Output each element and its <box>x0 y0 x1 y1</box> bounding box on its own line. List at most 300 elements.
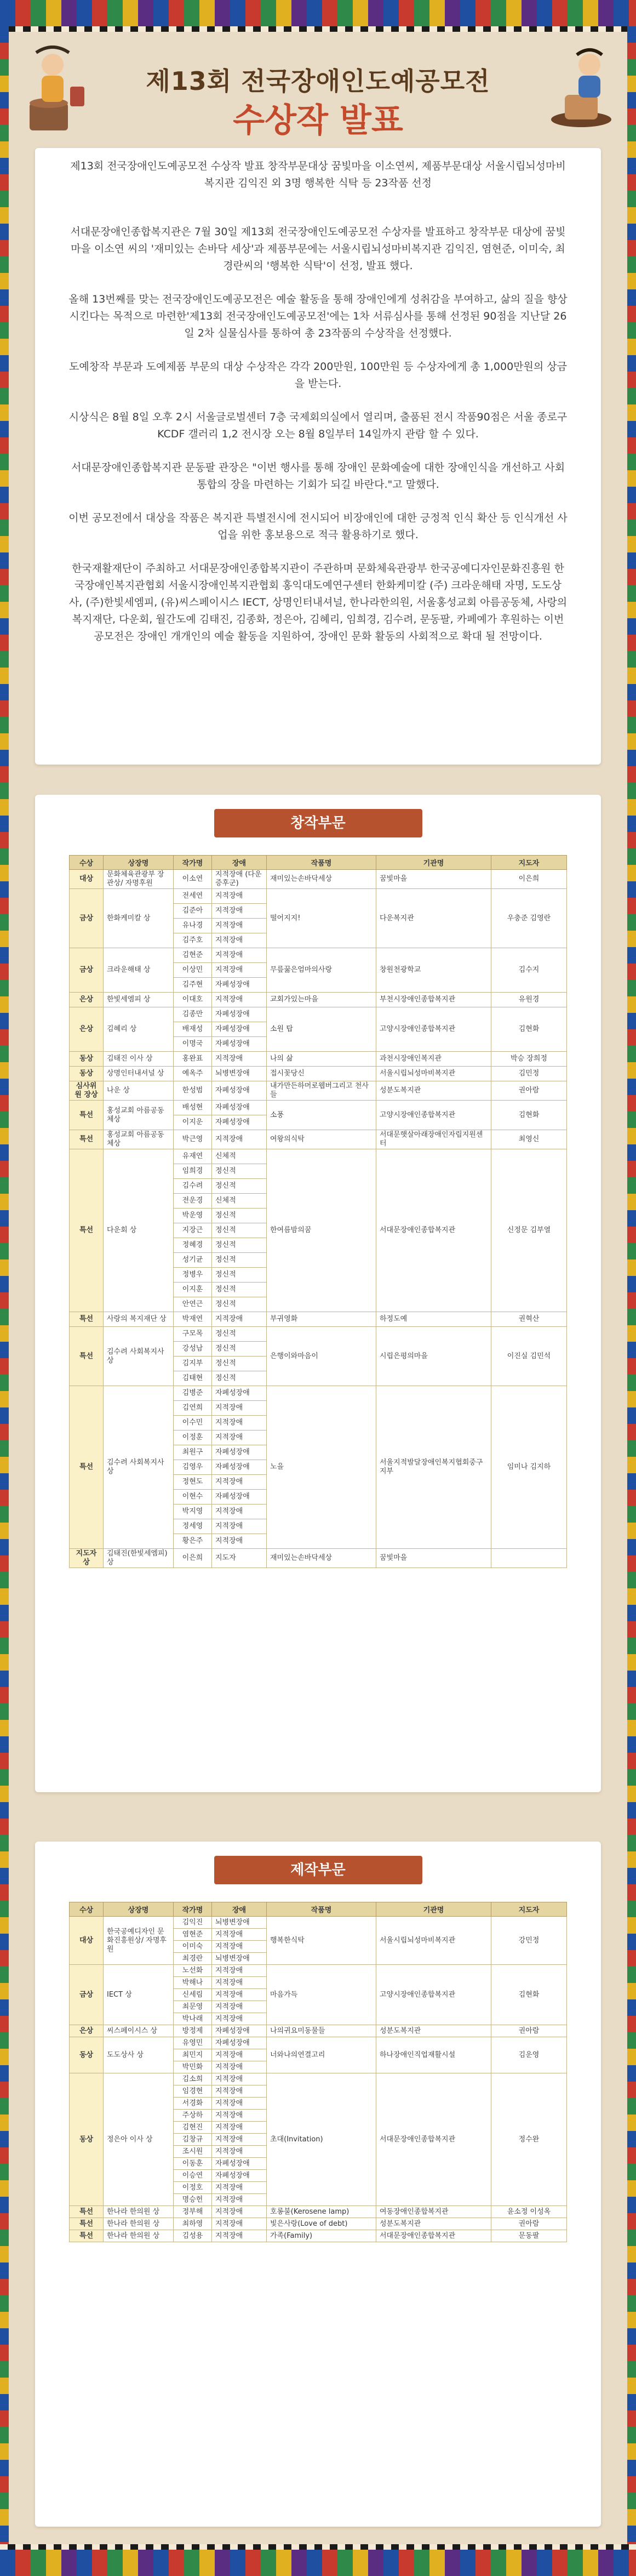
disability-cell: 지적장애 <box>212 2001 267 2013</box>
artist-name-cell: 전운경 <box>174 1194 212 1209</box>
organization-cell: 서대문장애인종합복지관 <box>376 2073 491 2206</box>
work-title-cell: 재미있는손바닥세상 <box>267 870 376 889</box>
disability-cell: 지적장애 <box>212 2049 267 2061</box>
work-title-cell: 초대(Invitation) <box>267 2073 376 2206</box>
artist-name-cell: 유재연 <box>174 1149 212 1164</box>
artist-name-cell: 김성용 <box>174 2230 212 2242</box>
table-row <box>70 1081 567 1101</box>
disability-cell: 지적장애 <box>212 1312 267 1327</box>
teacher-cell: 권아람 <box>491 1081 567 1101</box>
column-header: 지도자 <box>491 1902 567 1917</box>
work-title-cell: 나의 삶 <box>267 1052 376 1067</box>
hero-header <box>9 26 627 141</box>
prize-name-cell: 한화케미칼 상 <box>104 889 174 948</box>
organization-cell: 서대문장애인종합복지관 <box>376 1149 491 1312</box>
artist-name-cell: 이정훈 <box>174 1431 212 1445</box>
award-cell: 금상 <box>70 948 104 993</box>
disability-cell: 자폐성장애 <box>212 1037 267 1052</box>
prize-name-cell: 한국공예디자인 문화진흥원상/ 자명후원 <box>104 1917 174 1965</box>
award-cell: 대상 <box>70 1917 104 1965</box>
prize-name-cell: 상명인터내셔널 상 <box>104 1067 174 1081</box>
disability-cell: 지적장애 <box>212 1929 267 1941</box>
artist-name-cell: 이상민 <box>174 963 212 978</box>
disability-cell: 정신적 <box>212 1357 267 1371</box>
column-header: 상장명 <box>104 856 174 870</box>
work-title-cell: 가족(Family) <box>267 2230 376 2242</box>
artist-name-cell: 유나경 <box>174 919 212 933</box>
artist-name-cell: 최경란 <box>174 1953 212 1965</box>
disability-cell: 정신적 <box>212 1342 267 1357</box>
artist-name-cell: 김영우 <box>174 1460 212 1475</box>
artist-name-cell: 강성남 <box>174 1342 212 1357</box>
artist-name-cell: 박재연 <box>174 1312 212 1327</box>
teacher-cell: 이은희 <box>491 870 567 889</box>
column-header: 지도자 <box>491 856 567 870</box>
artist-name-cell: 방정제 <box>174 2025 212 2037</box>
teacher-cell: 우충준 김영란 <box>491 889 567 948</box>
creative-section <box>35 795 601 1792</box>
disability-cell: 지적장애 <box>212 2122 267 2134</box>
artist-name-cell: 이승연 <box>174 2170 212 2182</box>
prize-name-cell: 김수려 사회복지사 상 <box>104 1386 174 1549</box>
disability-cell: 지적장애 <box>212 2230 267 2242</box>
artist-name-cell: 김소희 <box>174 2073 212 2085</box>
work-title-cell: 빛은사랑(Love of debt) <box>267 2218 376 2230</box>
prize-name-cell: 한나라 한의원 상 <box>104 2206 174 2218</box>
disability-cell: 지적장애 <box>212 1052 267 1067</box>
artist-name-cell: 정혜경 <box>174 1238 212 1253</box>
disability-cell: 지적장애 <box>212 1431 267 1445</box>
disability-cell: 자폐성장애 <box>212 1007 267 1022</box>
work-title-cell: 한여름밤의꿈 <box>267 1149 376 1312</box>
disability-cell: 뇌병변장애 <box>212 1917 267 1929</box>
artist-name-cell: 안연근 <box>174 1297 212 1312</box>
organization-cell: 서울시립뇌성마비복지관 <box>376 1067 491 1081</box>
disability-cell: 지적장애 <box>212 1519 267 1534</box>
organization-cell: 하나장애인직업재활시설 <box>376 2037 491 2073</box>
disability-cell: 자폐성장애 <box>212 1386 267 1401</box>
disability-cell: 지적장애 <box>212 2218 267 2230</box>
teacher-cell: 김현화 <box>491 1965 567 2025</box>
disability-cell: 지적장애 <box>212 1965 267 1977</box>
teacher-cell: 임미나 김지하 <box>491 1386 567 1549</box>
product-section <box>35 1842 601 2527</box>
teacher-cell: 김현화 <box>491 1007 567 1052</box>
artist-name-cell: 노선화 <box>174 1965 212 1977</box>
disability-cell: 자폐성장애 <box>212 2025 267 2037</box>
table-row <box>70 1386 567 1401</box>
teacher-cell: 강민정 <box>491 1917 567 1965</box>
disability-cell: 지적장애 <box>212 1504 267 1519</box>
work-title-cell: 떨어지지! <box>267 889 376 948</box>
column-header: 수상 <box>70 1902 104 1917</box>
artist-name-cell: 전세연 <box>174 889 212 904</box>
table-row <box>70 1067 567 1081</box>
disability-cell: 자폐성장애 <box>212 1081 267 1101</box>
artist-name-cell: 박운영 <box>174 1209 212 1223</box>
teacher-cell <box>491 1549 567 1568</box>
table-header-row <box>70 1902 567 1917</box>
disability-cell: 자폐성장애 <box>212 1490 267 1504</box>
award-cell: 대상 <box>70 870 104 889</box>
disability-cell: 지적장애 <box>212 1989 267 2001</box>
artist-name-cell: 김현준 <box>174 948 212 963</box>
disability-cell: 지적장애 <box>212 1416 267 1431</box>
artist-name-cell: 박해나 <box>174 1977 212 1989</box>
artist-name-cell: 지장근 <box>174 1223 212 1238</box>
product-awards-table <box>69 1902 567 2242</box>
organization-cell: 창원천광학교 <box>376 948 491 993</box>
column-header: 수상 <box>70 856 104 870</box>
artist-name-cell: 명승헌 <box>174 2194 212 2206</box>
teacher-cell: 김운영 <box>491 2037 567 2073</box>
artist-name-cell: 최민지 <box>174 2049 212 2061</box>
table-row <box>70 1101 567 1115</box>
disability-cell: 지적장애 <box>212 2073 267 2085</box>
disability-cell: 정신적 <box>212 1179 267 1194</box>
column-header: 상장명 <box>104 1902 174 1917</box>
table-row <box>70 1965 567 1977</box>
artist-name-cell: 김창규 <box>174 2134 212 2146</box>
disability-cell: 지적장애 <box>212 2013 267 2025</box>
column-header: 작가명 <box>174 856 212 870</box>
bottom-decorative-border <box>0 2550 636 2576</box>
organization-cell: 고양시장애인종합복지관 <box>376 1007 491 1052</box>
organization-cell: 고양시장애인종합복지관 <box>376 1965 491 2025</box>
artist-name-cell: 이동훈 <box>174 2158 212 2170</box>
disability-cell: 정신적 <box>212 1238 267 1253</box>
disability-cell: 자폐성장애 <box>212 1022 267 1037</box>
award-cell: 은상 <box>70 1007 104 1052</box>
intro-card <box>35 148 601 765</box>
disability-cell: 정신적 <box>212 1223 267 1238</box>
disability-cell: 지적장애 <box>212 889 267 904</box>
prize-name-cell: 사랑의 복지재단 상 <box>104 1312 174 1327</box>
organization-cell: 여동장애인종합복지관 <box>376 2206 491 2218</box>
prize-name-cell: 크라운해태 상 <box>104 948 174 993</box>
organization-cell: 고양시장애인종합복지관 <box>376 1101 491 1130</box>
intro-paragraph: 시상식은 8월 8일 오후 2시 서울글로벌센터 7층 국제회의실에서 열리며, 출품된 전시 작품90점은 서울 종로구 KCDF 갤러리 1,2 전시장 오는 8월 8일부터 14일까지 관람 할 수 있다. <box>68 411 568 440</box>
intro-paragraph: 올해 13번째를 맞는 전국장애인도예공모전은 예술 활동을 통해 장애인에게 성취감을 부여하고, 삶의 질을 향상시킨다는 목적으로 마련한'제13회 전국장애인도예공모전'에는 1차 서류심사를 통해 선정된 90점을 지난달 26일 2차 실물심사를 통하여 총 23작품의 수상작을 선정했다. <box>68 293 568 339</box>
work-title-cell: 교회가있는마을 <box>267 993 376 1007</box>
disability-cell: 지적장애 <box>212 1534 267 1549</box>
disability-cell: 지적장애 <box>212 1977 267 1989</box>
table-row <box>70 948 567 963</box>
intro-lead: 제13회 전국장애인도예공모전 수상작 발표 창작부문대상 꿈빛마을 이소연씨, 제품부문대상 서울시립뇌성마비복지관 김익진 외 3명 행복한 식탁 등 23작품 선정 <box>70 160 566 189</box>
disability-cell: 지적장애 <box>212 2182 267 2194</box>
artist-name-cell: 이명국 <box>174 1037 212 1052</box>
table-row <box>70 1149 567 1164</box>
prize-name-cell: 김혜리 상 <box>104 1007 174 1052</box>
artist-name-cell: 신세림 <box>174 1989 212 2001</box>
intro-paragraph: 서대문장애인종합복지관 문동팔 관장은 "이번 행사를 통해 장애인 문화예술에 대한 장애인식을 개선하고 사회통합의 장을 마련하는 기회가 되길 바란다."고 말했다. <box>71 461 565 491</box>
teacher-cell: 최영신 <box>491 1130 567 1149</box>
artist-name-cell: 박근영 <box>174 1130 212 1149</box>
work-title-cell: 은행이와마음이 <box>267 1327 376 1386</box>
artist-name-cell: 조시원 <box>174 2146 212 2158</box>
right-decorative-strip <box>627 26 636 2550</box>
work-title-cell: 재미있는손바닥세상 <box>267 1549 376 1568</box>
award-cell: 지도자상 <box>70 1549 104 1568</box>
organization-cell: 서울시립뇌성마비복지관 <box>376 1917 491 1965</box>
disability-cell: 자폐성장애 <box>212 2170 267 2182</box>
organization-cell: 성분도복지관 <box>376 2025 491 2037</box>
table-row <box>70 2230 567 2242</box>
table-row <box>70 1130 567 1149</box>
disability-cell: 지적장애 <box>212 2098 267 2110</box>
column-header: 작품명 <box>267 856 376 870</box>
table-row <box>70 1312 567 1327</box>
prize-name-cell: 씨스페이시스 상 <box>104 2025 174 2037</box>
disability-cell: 지적장애 <box>212 919 267 933</box>
disability-cell: 신체적 <box>212 1149 267 1164</box>
teacher-cell: 정수완 <box>491 2073 567 2206</box>
prize-name-cell: 다운회 상 <box>104 1149 174 1312</box>
award-cell: 특선 <box>70 1327 104 1386</box>
prize-name-cell: 한나라 한의원 상 <box>104 2230 174 2242</box>
award-cell: 특선 <box>70 2218 104 2230</box>
artist-name-cell: 김주현 <box>174 978 212 993</box>
disability-cell: 지적장애 <box>212 1401 267 1416</box>
page-subtitle: 수상작 발표 <box>233 101 403 140</box>
prize-name-cell: 홍성교회 아름공동체상 <box>104 1130 174 1149</box>
award-cell: 금상 <box>70 1965 104 2025</box>
column-header: 작가명 <box>174 1902 212 1917</box>
organization-cell: 성분도복지관 <box>376 1081 491 1101</box>
table-row <box>70 2073 567 2085</box>
artist-name-cell: 김준아 <box>174 904 212 919</box>
work-title-cell: 여왕의식탁 <box>267 1130 376 1149</box>
award-cell: 동상 <box>70 2037 104 2073</box>
artist-name-cell: 성기균 <box>174 1253 212 1268</box>
disability-cell: 지적장애 <box>212 933 267 948</box>
artist-name-cell: 정현도 <box>174 1475 212 1490</box>
disability-cell: 자폐성장애 <box>212 1445 267 1460</box>
disability-cell: 지적장애 (다운증후군) <box>212 870 267 889</box>
column-header: 기관명 <box>376 856 491 870</box>
artist-name-cell: 배재성 <box>174 1022 212 1037</box>
intro-paragraph: 한국재활재단이 주최하고 서대문장애인종합복지관이 주관하며 문화체육관광부 한국공예디자인문화진흥원 한국장애인복지관협회 서울시장애인복지관협회 홍익대도예연구센터 한화케미칼 (주) 크라운해태 자명, 도도상사, (주)한빛세엠피, (유)씨스페이시스 IECT, 상명인터내셔널, 한나라한의원, 서울홍성교회 아름공동체, 사랑의복지재단, 다운회, 월간도예 김태진, 김종화, 정은아, 김혜리, 임희경, 김수려, 문동팔, 카페예가 후원하는 이번 공모전은 장애인 개개인의 예술 활동을 지원하여, 장애인 문화 활동의 사회적으로 확대 될 전망이다. <box>68 562 568 642</box>
disability-cell: 지적장애 <box>212 2194 267 2206</box>
prize-name-cell: 정은아 이사 상 <box>104 2073 174 2206</box>
artist-name-cell: 이대호 <box>174 993 212 1007</box>
artist-name-cell: 김태현 <box>174 1371 212 1386</box>
organization-cell: 성분도복지관 <box>376 2218 491 2230</box>
left-decorative-strip <box>0 26 9 2550</box>
award-cell: 특선 <box>70 1130 104 1149</box>
table-row <box>70 993 567 1007</box>
artist-name-cell: 박민화 <box>174 2061 212 2073</box>
artist-name-cell: 한성범 <box>174 1081 212 1101</box>
column-header: 장애 <box>212 856 267 870</box>
organization-cell: 부천시장애인종합복지관 <box>376 993 491 1007</box>
work-title-cell: 노을 <box>267 1386 376 1549</box>
prize-name-cell: 나운 상 <box>104 1081 174 1101</box>
artist-name-cell: 김익진 <box>174 1917 212 1929</box>
teacher-cell: 김민정 <box>491 1067 567 1081</box>
artist-name-cell: 최하영 <box>174 2218 212 2230</box>
artist-name-cell: 이미숙 <box>174 1941 212 1953</box>
award-cell: 금상 <box>70 889 104 948</box>
artist-name-cell: 정세영 <box>174 1519 212 1534</box>
award-cell: 동상 <box>70 1052 104 1067</box>
intro-paragraph: 서대문장애인종합복지관은 7월 30일 제13회 전국장애인도예공모전 수상자를 발표하고 창작부문 대상에 꿈빛마을 이소연 씨의 '재미있는 손바닥 세상'과 제품부문에는 서울시립뇌성마비복지관 김익진, 염현준, 이미숙, 최경란씨의 '행복한 식탁'이 선정, 발표 했다. <box>70 226 566 272</box>
organization-cell: 하정도예 <box>376 1312 491 1327</box>
disability-cell: 뇌병변장애 <box>212 1953 267 1965</box>
disability-cell: 지적장애 <box>212 963 267 978</box>
work-title-cell: 소풍 <box>267 1101 376 1130</box>
disability-cell: 지적장애 <box>212 2146 267 2158</box>
prize-name-cell: 도도상사 상 <box>104 2037 174 2073</box>
prize-name-cell: 한빛세엠피 상 <box>104 993 174 1007</box>
organization-cell: 서울지적발달장애인복지협회중구지부 <box>376 1386 491 1549</box>
disability-cell: 정신적 <box>212 1297 267 1312</box>
table-row <box>70 2025 567 2037</box>
prize-name-cell: 김수려 사회복지사 상 <box>104 1327 174 1386</box>
work-title-cell: 너와나의연결고리 <box>267 2037 376 2073</box>
table-row <box>70 1007 567 1022</box>
artist-name-cell: 홍완표 <box>174 1052 212 1067</box>
artist-name-cell: 최원구 <box>174 1445 212 1460</box>
organization-cell: 다운복지관 <box>376 889 491 948</box>
artist-name-cell: 이정호 <box>174 2182 212 2194</box>
disability-cell: 지적장애 <box>212 948 267 963</box>
artist-name-cell: 황은주 <box>174 1534 212 1549</box>
work-title-cell: 내가만든하머로웹버그리고 천사들 <box>267 1081 376 1101</box>
disability-cell: 지적장애 <box>212 2134 267 2146</box>
teacher-cell: 권혁산 <box>491 1312 567 1327</box>
artist-name-cell: 임경현 <box>174 2085 212 2098</box>
artist-name-cell: 김수려 <box>174 1179 212 1194</box>
artist-name-cell: 이지운 <box>174 1115 212 1130</box>
artist-name-cell: 배성현 <box>174 1101 212 1115</box>
artist-name-cell: 박지영 <box>174 1504 212 1519</box>
teacher-cell: 윤소정 이성옥 <box>491 2206 567 2218</box>
organization-cell: 서대문장애인종합복지관 <box>376 2230 491 2242</box>
intro-paragraph: 도예창작 부문과 도예제품 부문의 대상 수상작은 각각 200만원, 100만원 등 수상자에게 총 1,000만원의 상금을 받는다. <box>69 361 567 390</box>
work-title-cell: 나의귀요미동물들 <box>267 2025 376 2037</box>
artist-name-cell: 최문영 <box>174 2001 212 2013</box>
teacher-cell: 문동팔 <box>491 2230 567 2242</box>
prize-name-cell: 김태진(한빛세엠피) 상 <box>104 1549 174 1568</box>
award-cell: 동상 <box>70 2073 104 2206</box>
disability-cell: 정신적 <box>212 1283 267 1297</box>
prize-name-cell: 한나라 한의원 상 <box>104 2218 174 2230</box>
table-row <box>70 870 567 889</box>
artist-name-cell: 정부해 <box>174 2206 212 2218</box>
artist-name-cell: 박나래 <box>174 2013 212 2025</box>
disability-cell: 정신적 <box>212 1253 267 1268</box>
disability-cell: 지도자 <box>212 1549 267 1568</box>
disability-cell: 정신적 <box>212 1327 267 1342</box>
bottom-border-trim <box>0 2544 636 2550</box>
award-cell: 특선 <box>70 2230 104 2242</box>
artist-name-cell: 이지훈 <box>174 1283 212 1297</box>
organization-cell: 시립은평의마을 <box>376 1327 491 1386</box>
disability-cell: 자폐성장애 <box>212 1101 267 1115</box>
teacher-cell: 유원경 <box>491 993 567 1007</box>
award-cell: 은상 <box>70 993 104 1007</box>
artist-name-cell: 김종만 <box>174 1007 212 1022</box>
disability-cell: 지적장애 <box>212 2085 267 2098</box>
disability-cell: 지적장애 <box>212 2061 267 2073</box>
award-cell: 동상 <box>70 1067 104 1081</box>
column-header: 기관명 <box>376 1902 491 1917</box>
artist-name-cell: 이소연 <box>174 870 212 889</box>
disability-cell: 정신적 <box>212 1164 267 1179</box>
prize-name-cell: 문화체육관광부 장관상/ 자명후원 <box>104 870 174 889</box>
disability-cell: 자폐성장애 <box>212 2037 267 2049</box>
disability-cell: 지적장애 <box>212 1475 267 1490</box>
artist-name-cell: 서경화 <box>174 2098 212 2110</box>
award-cell: 특선 <box>70 1149 104 1312</box>
disability-cell: 지적장애 <box>212 1941 267 1953</box>
column-header: 작품명 <box>267 1902 376 1917</box>
disability-cell: 정신적 <box>212 1268 267 1283</box>
table-row <box>70 2218 567 2230</box>
artist-name-cell: 주상하 <box>174 2110 212 2122</box>
work-title-cell: 무릎꿇은엄마의사랑 <box>267 948 376 993</box>
work-title-cell: 마음가득 <box>267 1965 376 2025</box>
organization-cell: 꿈빛마을 <box>376 1549 491 1568</box>
artist-name-cell: 김병준 <box>174 1386 212 1401</box>
award-cell: 특선 <box>70 1386 104 1549</box>
work-title-cell: 접시꽃당신 <box>267 1067 376 1081</box>
teacher-cell: 이진실 김민석 <box>491 1327 567 1386</box>
award-cell: 은상 <box>70 2025 104 2037</box>
teacher-cell: 박승 장희정 <box>491 1052 567 1067</box>
artist-name-cell: 이수민 <box>174 1416 212 1431</box>
artist-name-cell: 염현준 <box>174 1929 212 1941</box>
disability-cell: 자폐성장애 <box>212 1460 267 1475</box>
prize-name-cell: 홍성교회 아름공동체상 <box>104 1101 174 1130</box>
work-title-cell: 부귀영화 <box>267 1312 376 1327</box>
organization-cell: 서대문햇살아래장애인자립지원센터 <box>376 1130 491 1149</box>
creative-section-title: 창작부문 <box>214 809 422 837</box>
disability-cell: 지적장애 <box>212 2206 267 2218</box>
table-row <box>70 2037 567 2049</box>
intro-paragraph: 이번 공모전에서 대상을 작품은 복지관 특별전시에 전시되어 비장애인에 대한 긍정적 인식 확산 등 인식개선 사업을 위한 홍보용으로 적극 활용하기로 했다. <box>68 512 568 541</box>
table-header-row <box>70 856 567 870</box>
creative-awards-table <box>69 855 567 1568</box>
artist-name-cell: 유영민 <box>174 2037 212 2049</box>
disability-cell: 자폐성장애 <box>212 978 267 993</box>
disability-cell: 자폐성장애 <box>212 2158 267 2170</box>
teacher-cell: 권아람 <box>491 2218 567 2230</box>
work-title-cell: 소원 탑 <box>267 1007 376 1052</box>
artist-name-cell: 예옥주 <box>174 1067 212 1081</box>
page-title: 제13회 전국장애인도예공모전 <box>146 66 490 96</box>
work-title-cell: 호롱불(Kerosene lamp) <box>267 2206 376 2218</box>
artist-name-cell: 구모목 <box>174 1327 212 1342</box>
product-section-title: 제작부문 <box>214 1856 422 1884</box>
disability-cell: 지적장애 <box>212 993 267 1007</box>
disability-cell: 자폐성장애 <box>212 1115 267 1130</box>
work-title-cell: 행복한식탁 <box>267 1917 376 1965</box>
prize-name-cell: 김태진 이사 상 <box>104 1052 174 1067</box>
disability-cell: 정신적 <box>212 1371 267 1386</box>
teacher-cell: 신정문 김부열 <box>491 1149 567 1312</box>
table-row <box>70 889 567 904</box>
table-row <box>70 1052 567 1067</box>
disability-cell: 정신적 <box>212 1209 267 1223</box>
disability-cell: 신체적 <box>212 1194 267 1209</box>
artist-name-cell: 김현진 <box>174 2122 212 2134</box>
disability-cell: 지적장애 <box>212 904 267 919</box>
prize-name-cell: IECT 상 <box>104 1965 174 2025</box>
artist-name-cell: 이현수 <box>174 1490 212 1504</box>
artist-name-cell: 김연희 <box>174 1401 212 1416</box>
